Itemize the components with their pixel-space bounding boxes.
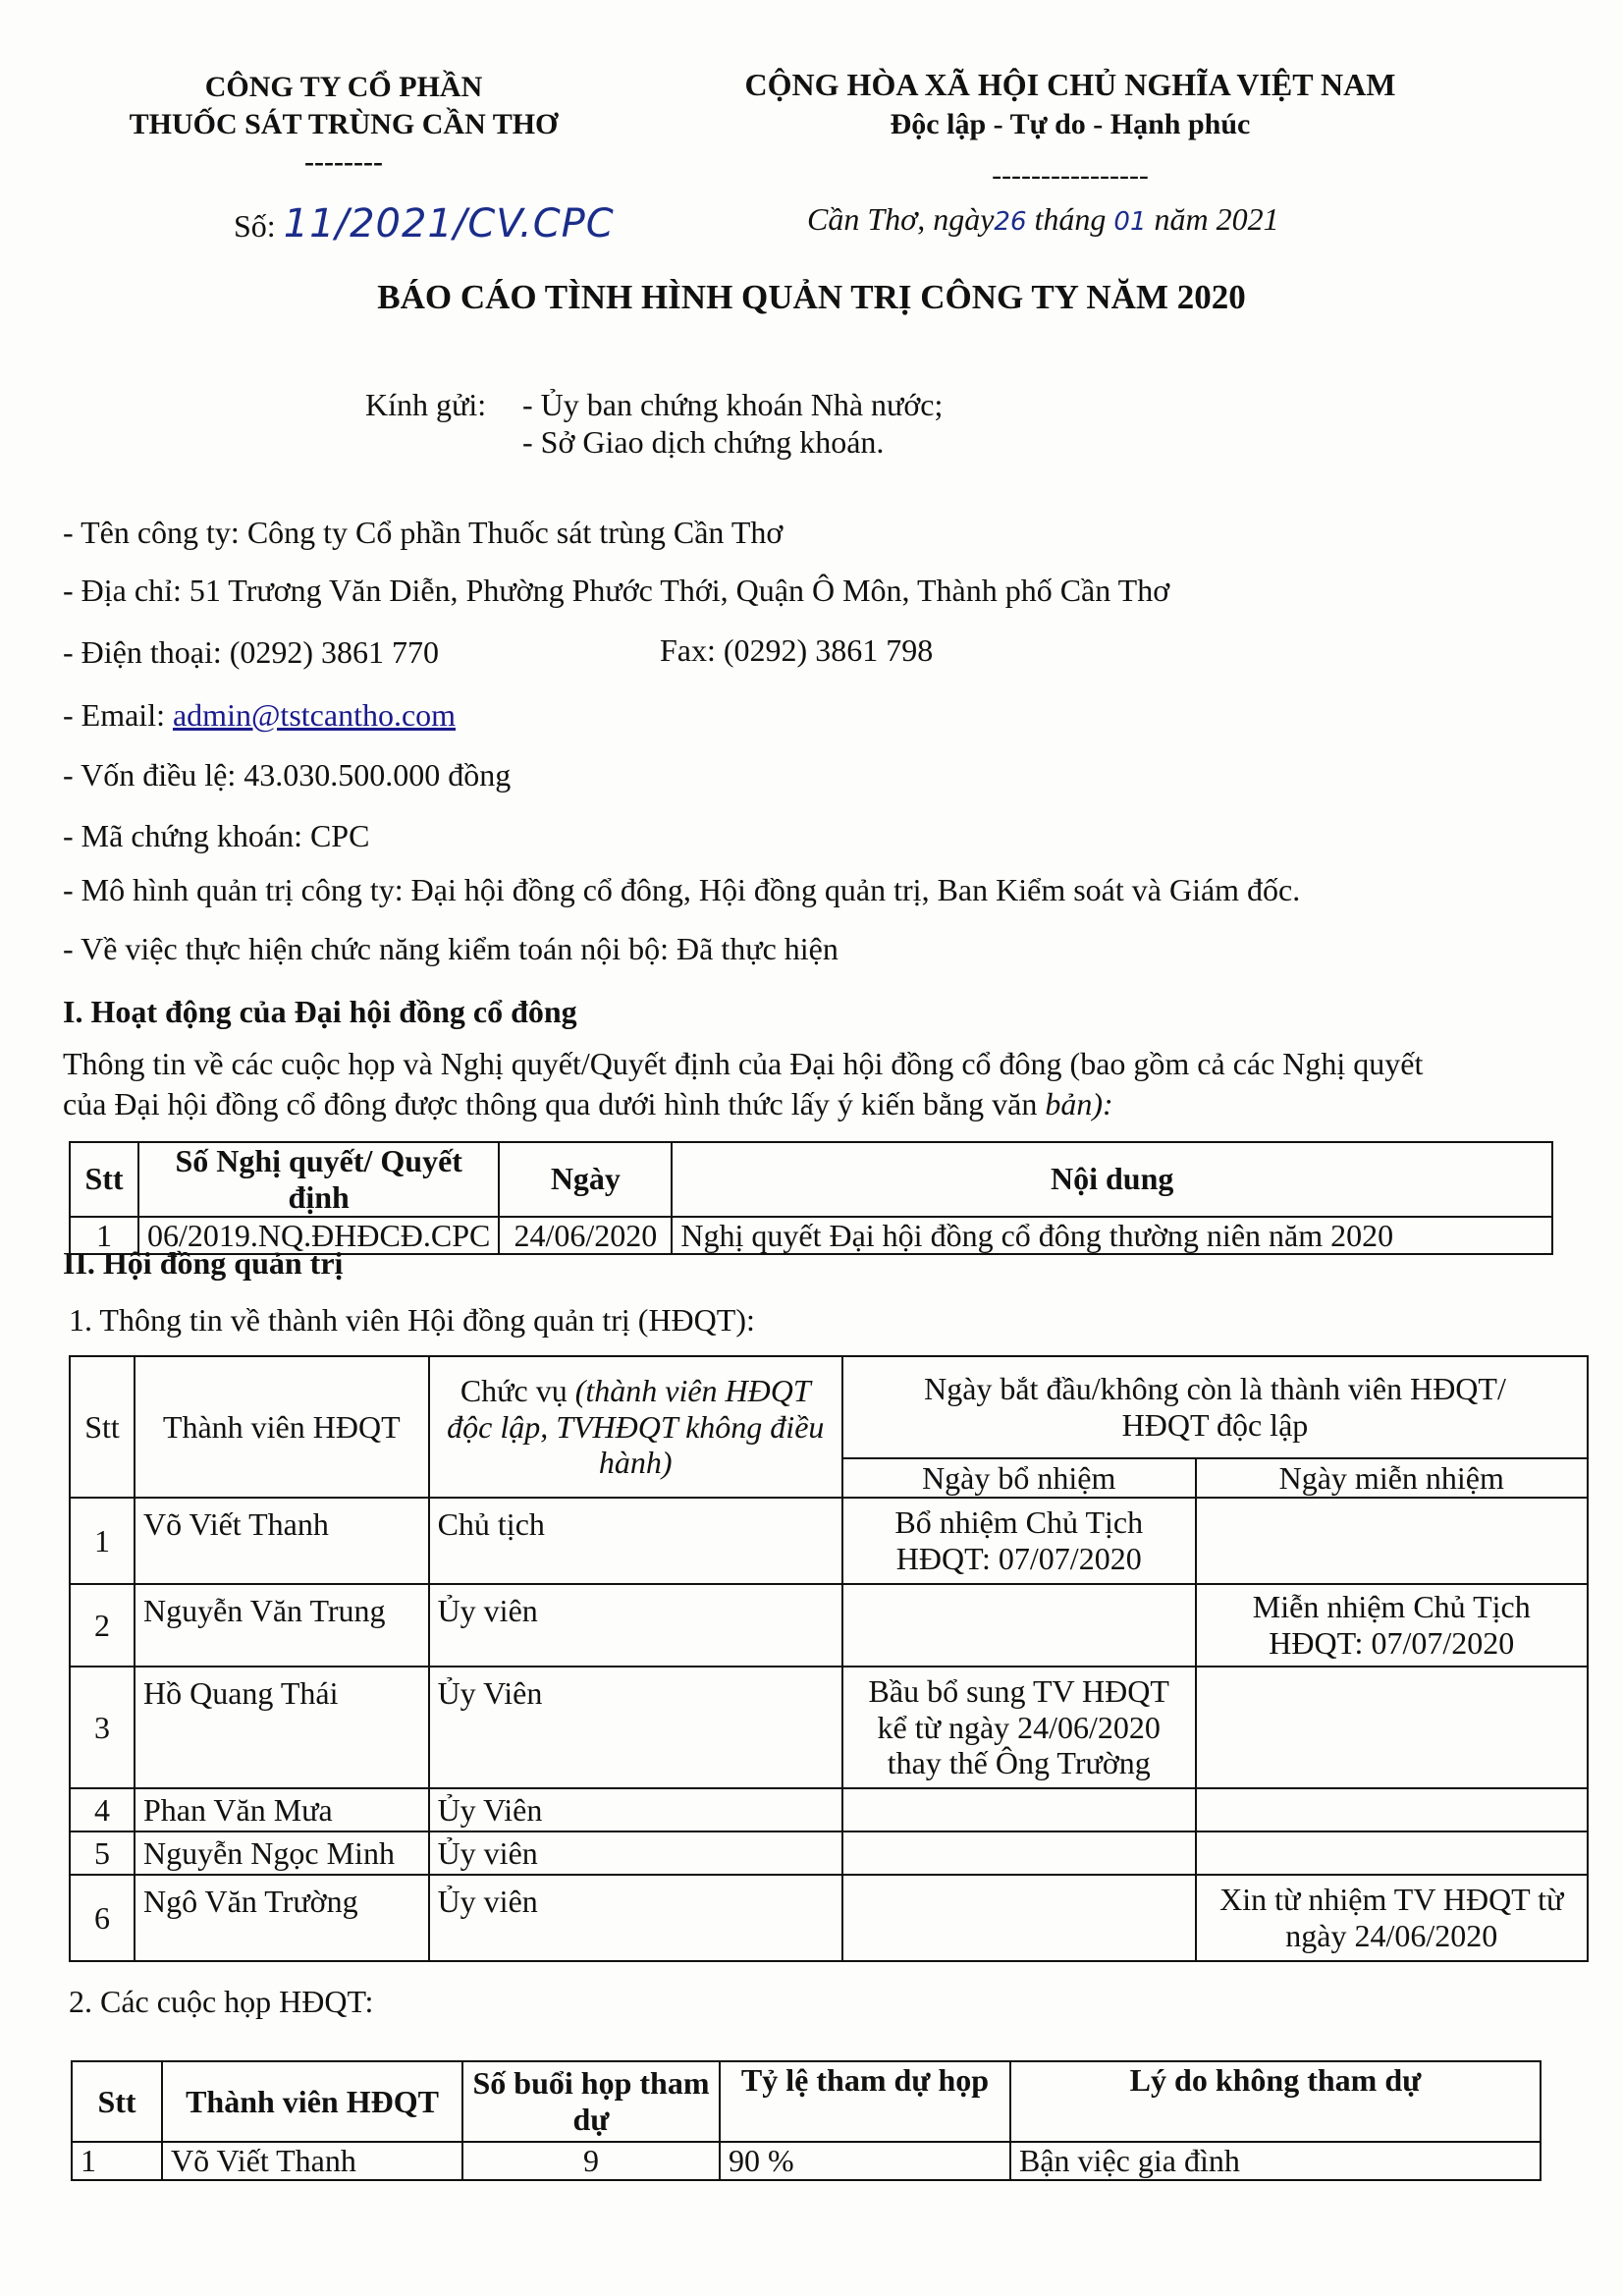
header-appointed: Ngày bổ nhiệm xyxy=(842,1458,1196,1498)
table-row xyxy=(70,1584,1588,1667)
company-name-line2: THUỐC SÁT TRÙNG CẦN THƠ xyxy=(129,108,559,140)
cell-absence-reason: Bận việc gia đình xyxy=(1010,2142,1541,2180)
cell-position: Ủy viên xyxy=(429,1831,842,1875)
header-dismissed: Ngày miễn nhiệm xyxy=(1196,1458,1589,1498)
cell-attendance-rate: 90 % xyxy=(720,2142,1010,2180)
date-month-label: tháng xyxy=(1034,201,1107,237)
info-ticker: - Mã chứng khoán: CPC xyxy=(63,818,370,853)
cell-resolution-number: 06/2019.NQ.ĐHĐCĐ.CPC xyxy=(138,1217,499,1255)
company-divider: -------- xyxy=(304,145,383,178)
nation-title: CỘNG HÒA XÃ HỘI CHỦ NGHĨA VIỆT NAM xyxy=(744,67,1396,102)
info-governance-model: - Mô hình quản trị công ty: Đại hội đồng cổ đông, Hội đồng quản trị, Ban Kiểm soát và Giám đốc. xyxy=(63,872,1301,907)
cell-position: Ủy viên xyxy=(429,1584,842,1667)
cell-dismissed xyxy=(1196,1498,1589,1584)
cell-stt: 1 xyxy=(70,1498,135,1584)
header-dates xyxy=(842,1356,1588,1458)
board-members-table xyxy=(69,1355,1589,1962)
cell-dismissed xyxy=(1196,1831,1589,1875)
header-dates-line2: HĐQT độc lập xyxy=(1121,1407,1309,1443)
info-email xyxy=(63,697,456,734)
cell-position: Chủ tịch xyxy=(429,1498,842,1584)
section-2-subheading-members: 1. Thông tin về thành viên Hội đồng quản trị (HĐQT): xyxy=(69,1302,755,1338)
cell-member-name: Võ Viết Thanh xyxy=(162,2142,462,2180)
document-date xyxy=(807,201,1279,238)
section-2-heading: II. Hội đồng quản trị xyxy=(63,1245,344,1281)
cell-member-name: Phan Văn Mưa xyxy=(135,1788,429,1831)
cell-member-name: Nguyễn Ngọc Minh xyxy=(135,1831,429,1875)
document-number-handwritten: 11/2021/CV.CPC xyxy=(283,201,615,246)
info-capital: - Vốn điều lệ: 43.030.500.000 đồng xyxy=(63,757,512,793)
section-1-intro-line2 xyxy=(63,1086,1113,1122)
cell-stt: 2 xyxy=(70,1584,135,1667)
document-number-label: Số: xyxy=(234,208,276,244)
cell-date: 24/06/2020 xyxy=(499,1217,672,1255)
nation-divider: ---------------- xyxy=(992,159,1149,191)
section-1-heading: I. Hoạt động của Đại hội đồng cổ đông xyxy=(63,994,577,1029)
cell-stt: 1 xyxy=(72,2142,162,2180)
cell-stt: 4 xyxy=(70,1788,135,1831)
cell-stt: 1 xyxy=(70,1217,138,1255)
cell-appointed: Bổ nhiệm Chủ Tịch HĐQT: 07/07/2020 xyxy=(842,1498,1196,1584)
cell-position: Ủy Viên xyxy=(429,1667,842,1788)
cell-dismissed xyxy=(1196,1788,1589,1831)
recipient-line1: - Ủy ban chứng khoán Nhà nước; xyxy=(522,387,944,422)
document-number xyxy=(234,201,615,246)
cell-stt: 3 xyxy=(70,1667,135,1788)
cell-appointed: Bầu bổ sung TV HĐQT kể từ ngày 24/06/2020 thay thế Ông Trường xyxy=(842,1667,1196,1788)
table-header-row xyxy=(70,1356,1588,1458)
company-name-line1: CÔNG TY CỔ PHẦN xyxy=(204,71,483,103)
cell-position: Ủy viên xyxy=(429,1875,842,1961)
cell-appointed xyxy=(842,1584,1196,1667)
info-company-name: - Tên công ty: Công ty Cổ phần Thuốc sát trùng Cần Thơ xyxy=(63,515,784,550)
info-address: - Địa chỉ: 51 Trương Văn Diễn, Phường Phước Thới, Quận Ô Môn, Thành phố Cần Thơ xyxy=(63,573,1170,608)
table-header-row xyxy=(70,1142,1552,1217)
section-1-intro-line1: Thông tin về các cuộc họp và Nghị quyết/Quyết định của Đại hội đồng cổ đông (bao gồm cả các Nghị quyết xyxy=(63,1046,1424,1081)
date-day-handwritten: 26 xyxy=(994,207,1027,237)
table-row xyxy=(70,1831,1588,1875)
cell-dismissed: Xin từ nhiệm TV HĐQT từ ngày 24/06/2020 xyxy=(1196,1875,1589,1961)
cell-position: Ủy Viên xyxy=(429,1788,842,1831)
header-attendance-rate: Tỷ lệ tham dự họp xyxy=(720,2061,1010,2142)
shareholder-resolutions-table xyxy=(69,1141,1553,1255)
recipient-label: Kính gửi: xyxy=(365,387,487,422)
nation-motto: Độc lập - Tự do - Hạnh phúc xyxy=(890,108,1251,140)
cell-dismissed xyxy=(1196,1667,1589,1788)
cell-dismissed: Miễn nhiệm Chủ Tịch HĐQT: 07/07/2020 xyxy=(1196,1584,1589,1667)
date-prefix: Cần Thơ, ngày xyxy=(807,201,995,237)
header-stt: Stt xyxy=(70,1356,135,1498)
cell-member-name: Hồ Quang Thái xyxy=(135,1667,429,1788)
section-1-intro-text: của Đại hội đồng cổ đông được thông qua dưới hình thức lấy ý kiến bằng văn xyxy=(63,1086,1038,1121)
header-position-normal: Chức vụ xyxy=(460,1372,568,1408)
header-member: Thành viên HĐQT xyxy=(135,1356,429,1498)
header-position-italic: (thành viên HĐQT độc lập, TVHĐQT không điều hành) xyxy=(447,1372,825,1481)
header-date: Ngày xyxy=(499,1142,672,1217)
section-1-intro-italic: bản): xyxy=(1045,1086,1113,1121)
cell-content: Nghị quyết Đại hội đồng cổ đông thường niên năm 2020 xyxy=(672,1217,1552,1255)
report-title: BÁO CÁO TÌNH HÌNH QUẢN TRỊ CÔNG TY NĂM 2020 xyxy=(377,278,1246,316)
cell-stt: 5 xyxy=(70,1831,135,1875)
info-fax: Fax: (0292) 3861 798 xyxy=(660,632,934,668)
info-internal-audit: - Về việc thực hiện chức năng kiểm toán nội bộ: Đã thực hiện xyxy=(63,931,839,966)
header-meetings-attended: Số buổi họp tham dự xyxy=(462,2061,720,2142)
table-row xyxy=(70,1875,1588,1961)
date-year: năm 2021 xyxy=(1154,201,1279,237)
cell-meetings-attended: 9 xyxy=(462,2142,720,2180)
table-row xyxy=(70,1498,1588,1584)
table-row xyxy=(70,1788,1588,1831)
table-header-row xyxy=(72,2061,1541,2142)
board-meetings-table xyxy=(71,2060,1542,2181)
cell-member-name: Võ Viết Thanh xyxy=(135,1498,429,1584)
header-position xyxy=(429,1356,842,1498)
email-link[interactable]: admin@tstcantho.com xyxy=(172,697,457,733)
section-2-subheading-meetings: 2. Các cuộc họp HĐQT: xyxy=(69,1984,374,2019)
header-member: Thành viên HĐQT xyxy=(162,2061,462,2142)
date-month-handwritten: 01 xyxy=(1113,207,1147,237)
header-stt: Stt xyxy=(70,1142,138,1217)
header-dates-line1: Ngày bắt đầu/không còn là thành viên HĐQT/ xyxy=(924,1371,1506,1407)
cell-appointed xyxy=(842,1788,1196,1831)
recipient-line2: - Sở Giao dịch chứng khoán. xyxy=(522,424,885,460)
cell-appointed xyxy=(842,1875,1196,1961)
info-phone: - Điện thoại: (0292) 3861 770 xyxy=(63,634,440,670)
table-row xyxy=(70,1667,1588,1788)
header-stt: Stt xyxy=(72,2061,162,2142)
cell-member-name: Nguyễn Văn Trung xyxy=(135,1584,429,1667)
cell-appointed xyxy=(842,1831,1196,1875)
header-content: Nội dung xyxy=(672,1142,1552,1217)
header-absence-reason: Lý do không tham dự xyxy=(1010,2061,1541,2142)
info-email-label: - Email: xyxy=(63,697,165,733)
cell-member-name: Ngô Văn Trường xyxy=(135,1875,429,1961)
cell-stt: 6 xyxy=(70,1875,135,1961)
table-row xyxy=(72,2142,1541,2180)
header-resolution-number: Số Nghị quyết/ Quyết định xyxy=(138,1142,499,1217)
